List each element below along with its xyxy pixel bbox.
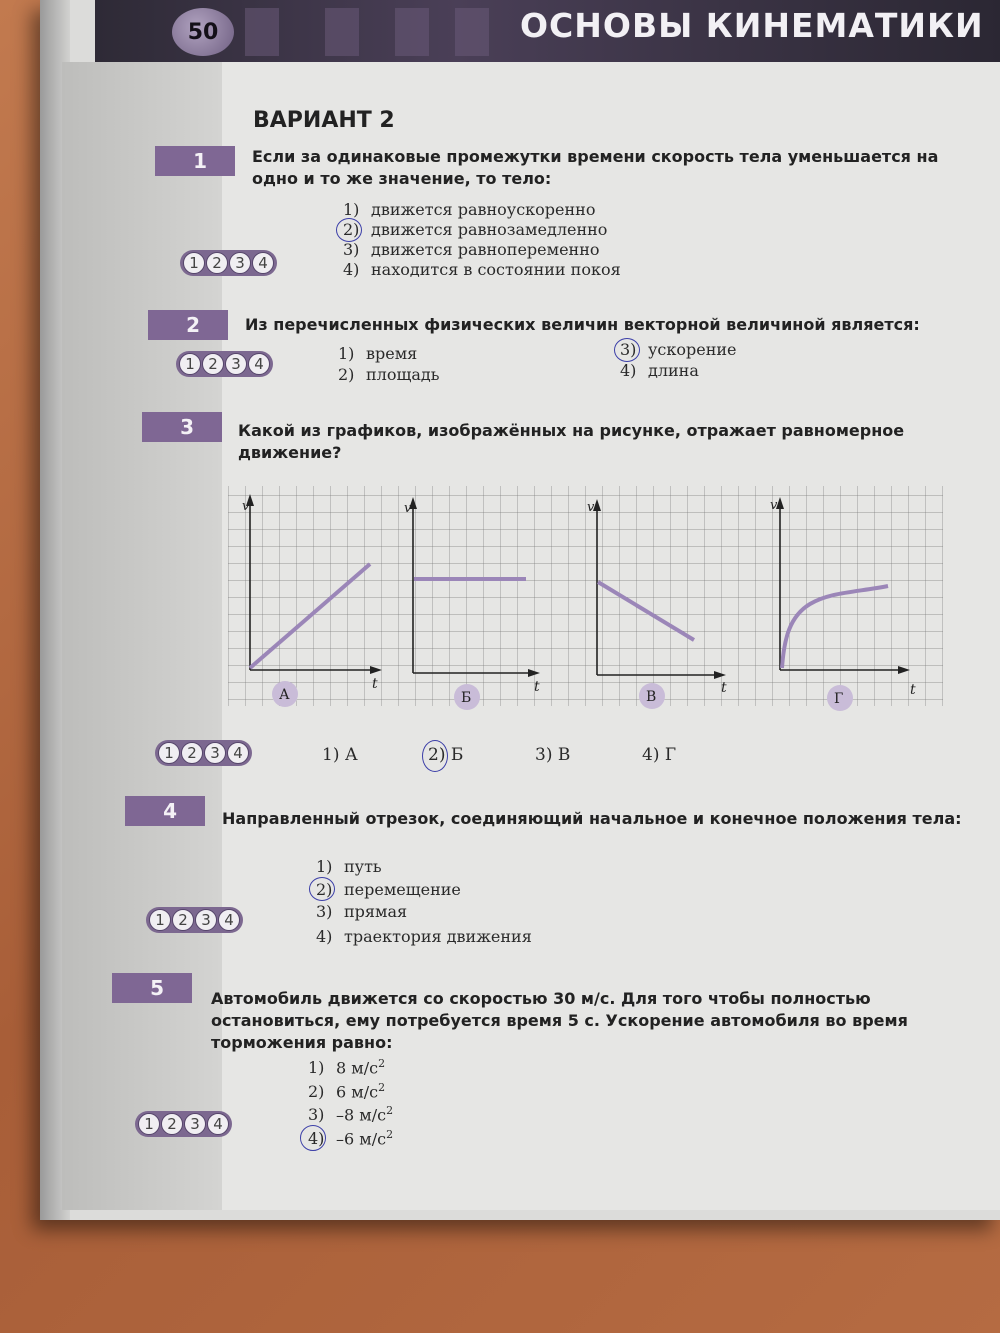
- axis-label-v: v: [770, 498, 778, 513]
- answer-option[interactable]: 1) движется равноускоренно: [343, 200, 596, 219]
- answer-option[interactable]: 2) площадь: [338, 365, 440, 384]
- question-text: Из перечисленных физических величин векторной величиной является:: [245, 315, 920, 334]
- answer-option[interactable]: 1) время: [338, 344, 418, 363]
- graph-label: Г: [834, 691, 844, 707]
- answer-digits-pill: [146, 907, 243, 933]
- axis-label-v: v: [587, 500, 595, 515]
- answer-digits-pill: [176, 351, 273, 377]
- answer-digits-pill: [135, 1111, 232, 1137]
- answer-option[interactable]: 2) 6 $м/с^2$: [308, 1081, 386, 1102]
- answer-option[interactable]: 1) путь: [316, 857, 382, 876]
- answer-option[interactable]: 4) длина: [620, 361, 699, 380]
- header-decoration: [325, 8, 359, 56]
- answer-digit[interactable]: 3: [195, 909, 217, 931]
- page-margin-band: [62, 62, 222, 1210]
- header-decoration: [395, 8, 429, 56]
- answer-digit[interactable]: 1: [179, 353, 201, 375]
- question-number-box: 5: [112, 973, 192, 1003]
- question-text: Если за одинаковые промежутки времени скорость тела уменьшается на одно и то же значение, то тело:: [252, 147, 939, 188]
- header-decoration: [455, 8, 489, 56]
- axis-label-v: v: [404, 501, 412, 516]
- variant-title: ВАРИАНТ 2: [253, 108, 395, 133]
- answer-option[interactable]: 1) 8 $м/с^2$: [308, 1057, 386, 1078]
- answer-digit[interactable]: 2: [202, 353, 224, 375]
- answer-digit[interactable]: 1: [183, 252, 205, 274]
- answer-option[interactable]: 3) прямая: [316, 902, 408, 921]
- answer-option[interactable]: 4) траектория движения: [316, 927, 532, 946]
- question-text: Какой из графиков, изображённых на рисунке, отражает равномерное движение?: [238, 421, 905, 462]
- question-text: Направленный отрезок, соединяющий начальное и конечное положения тела:: [222, 809, 962, 828]
- graph-label: Б: [461, 690, 472, 706]
- answer-digit[interactable]: 1: [138, 1113, 160, 1135]
- answer-option[interactable]: 3) –8 $м/с^2$: [308, 1104, 394, 1125]
- answer-digits-pill: [180, 250, 277, 276]
- question-number-box: 4: [125, 796, 205, 826]
- question-number-box: 1: [155, 146, 235, 176]
- axis-label-t: t: [534, 679, 540, 695]
- header-decoration: [245, 8, 279, 56]
- answer-option[interactable]: 3) движется равнопеременно: [343, 240, 600, 259]
- answer-digit[interactable]: 4: [252, 252, 274, 274]
- answer-digit[interactable]: 4: [218, 909, 240, 931]
- answer-option[interactable]: 4) –6 $м/с^2$: [308, 1128, 394, 1149]
- axis-label-t: t: [721, 680, 727, 696]
- answer-digit[interactable]: 3: [229, 252, 251, 274]
- page-number: 50: [172, 8, 234, 56]
- answer-digit[interactable]: 4: [227, 742, 249, 764]
- axis-label-v: v: [242, 499, 250, 514]
- graph-label: В: [646, 689, 657, 705]
- axis-label-t: t: [910, 682, 916, 698]
- answer-option[interactable]: 2) перемещение: [316, 880, 461, 899]
- answer-option[interactable]: 3) В: [535, 745, 571, 765]
- pen-circle-mark: [300, 1125, 326, 1151]
- chapter-title: ОСНОВЫ КИНЕМАТИКИ: [520, 6, 984, 45]
- answer-digit[interactable]: 2: [172, 909, 194, 931]
- answer-digit[interactable]: 2: [161, 1113, 183, 1135]
- pen-circle-mark: [614, 338, 640, 362]
- question-number-box: 3: [142, 412, 222, 442]
- answer-digit[interactable]: 4: [207, 1113, 229, 1135]
- answer-digit[interactable]: 3: [204, 742, 226, 764]
- answer-digit[interactable]: 2: [181, 742, 203, 764]
- answer-digit[interactable]: 1: [149, 909, 171, 931]
- answer-digits-pill: [155, 740, 252, 766]
- answer-digit[interactable]: 3: [225, 353, 247, 375]
- answer-digit[interactable]: 1: [158, 742, 180, 764]
- question-text: Автомобиль движется со скоростью 30 м/с. Для того чтобы полностью остановиться, ему потребуется время 5 с. Ускорение автомобиля во время торможения равно:: [211, 989, 908, 1052]
- question-number-box: 2: [148, 310, 228, 340]
- answer-option[interactable]: 1) А: [322, 745, 358, 765]
- answer-option[interactable]: 4) Г: [642, 745, 677, 765]
- pen-circle-mark: [336, 218, 362, 242]
- answer-option[interactable]: 2) движется равнозамедленно: [343, 220, 608, 239]
- answer-option[interactable]: 2) Б: [428, 745, 464, 765]
- answer-digit[interactable]: 3: [184, 1113, 206, 1135]
- answer-option[interactable]: 4) находится в состоянии покоя: [343, 260, 621, 279]
- answer-digit[interactable]: 4: [248, 353, 270, 375]
- pen-circle-mark: [422, 740, 448, 772]
- axis-label-t: t: [372, 676, 378, 692]
- velocity-graphs-figure: [228, 478, 948, 718]
- graph-label: А: [279, 687, 290, 703]
- pen-circle-mark: [309, 877, 335, 901]
- answer-option[interactable]: 3) ускорение: [620, 340, 737, 359]
- answer-digit[interactable]: 2: [206, 252, 228, 274]
